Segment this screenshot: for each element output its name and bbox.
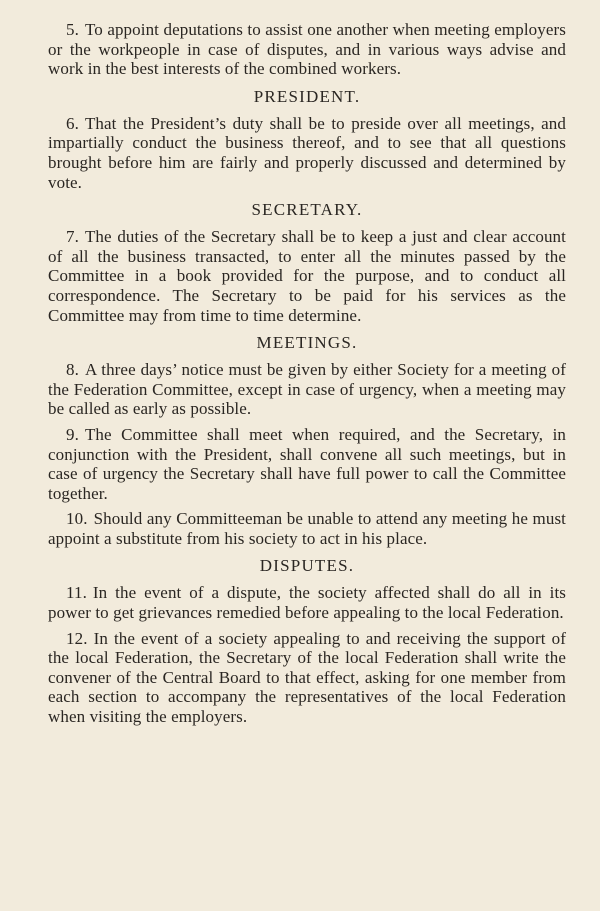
heading-president: PRESIDENT. [253, 86, 361, 106]
rule-9 [48, 425, 566, 503]
heading-disputes: DISPUTES. [259, 556, 355, 576]
rule-number: 12. [66, 628, 88, 648]
rule-7 [48, 227, 566, 325]
rule-text: To appoint deputations to assist one another when meeting employers or the workpeople in case of disputes, and in various ways advise and work in the best interests of the combined workers. [48, 20, 566, 79]
rule-11 [48, 583, 566, 622]
rule-text: A three days’ notice must be given by either Society for a meeting of the Federation Committee, except in case of urgency, when a meeting may be called as early as possible. [48, 360, 566, 419]
rule-8 [48, 360, 566, 419]
rule-12 [48, 629, 566, 727]
rule-text: In the event of a society appealing to and receiving the support of the local Federation, the Secretary of the local Federation shall write the convener of the Central Board to that effect, asking for one member from each section to accompany the representatives of the local Federation when visiting the employers. [48, 628, 566, 727]
rule-10 [48, 509, 566, 548]
rule-text: The duties of the Secretary shall be to keep a just and clear account of all the business transacted, to enter all the minutes passed by the Committee in a book provided for the purpose, and to conduct all correspondence. The Secretary to be paid for his services as the Committee may from time to time determine. [48, 227, 566, 325]
rule-number: 8. [66, 360, 79, 380]
rule-5 [48, 20, 566, 79]
rule-number: 7. [66, 227, 79, 247]
heading-secretary: SECRETARY. [251, 200, 363, 220]
rule-number: 9. [66, 424, 79, 444]
rule-text: The Committee shall meet when required, and the Secretary, in conjunction with the President, shall convene all such meetings, but in case of urgency the Secretary shall have full power to call the Committee together. [48, 424, 566, 503]
rule-text: In the event of a dispute, the society affected shall do all in its power to get grievances remedied before appealing to the local Federation. [48, 583, 566, 623]
rule-text: That the President’s duty shall be to preside over all meetings, and impartially conduct the business thereof, and to see that all questions brought before him are fairly and properly discussed and determined by vote. [48, 113, 566, 192]
rule-text: Should any Committeeman be unable to attend any meeting he must appoint a substitute from his society to act in his place. [48, 509, 566, 548]
heading-meetings: MEETINGS. [256, 333, 358, 353]
rule-number: 10. [66, 509, 88, 529]
rule-number: 6. [66, 113, 79, 133]
rule-number: 5. [66, 20, 79, 39]
rule-6 [48, 114, 566, 192]
rule-number: 11. [66, 583, 87, 603]
